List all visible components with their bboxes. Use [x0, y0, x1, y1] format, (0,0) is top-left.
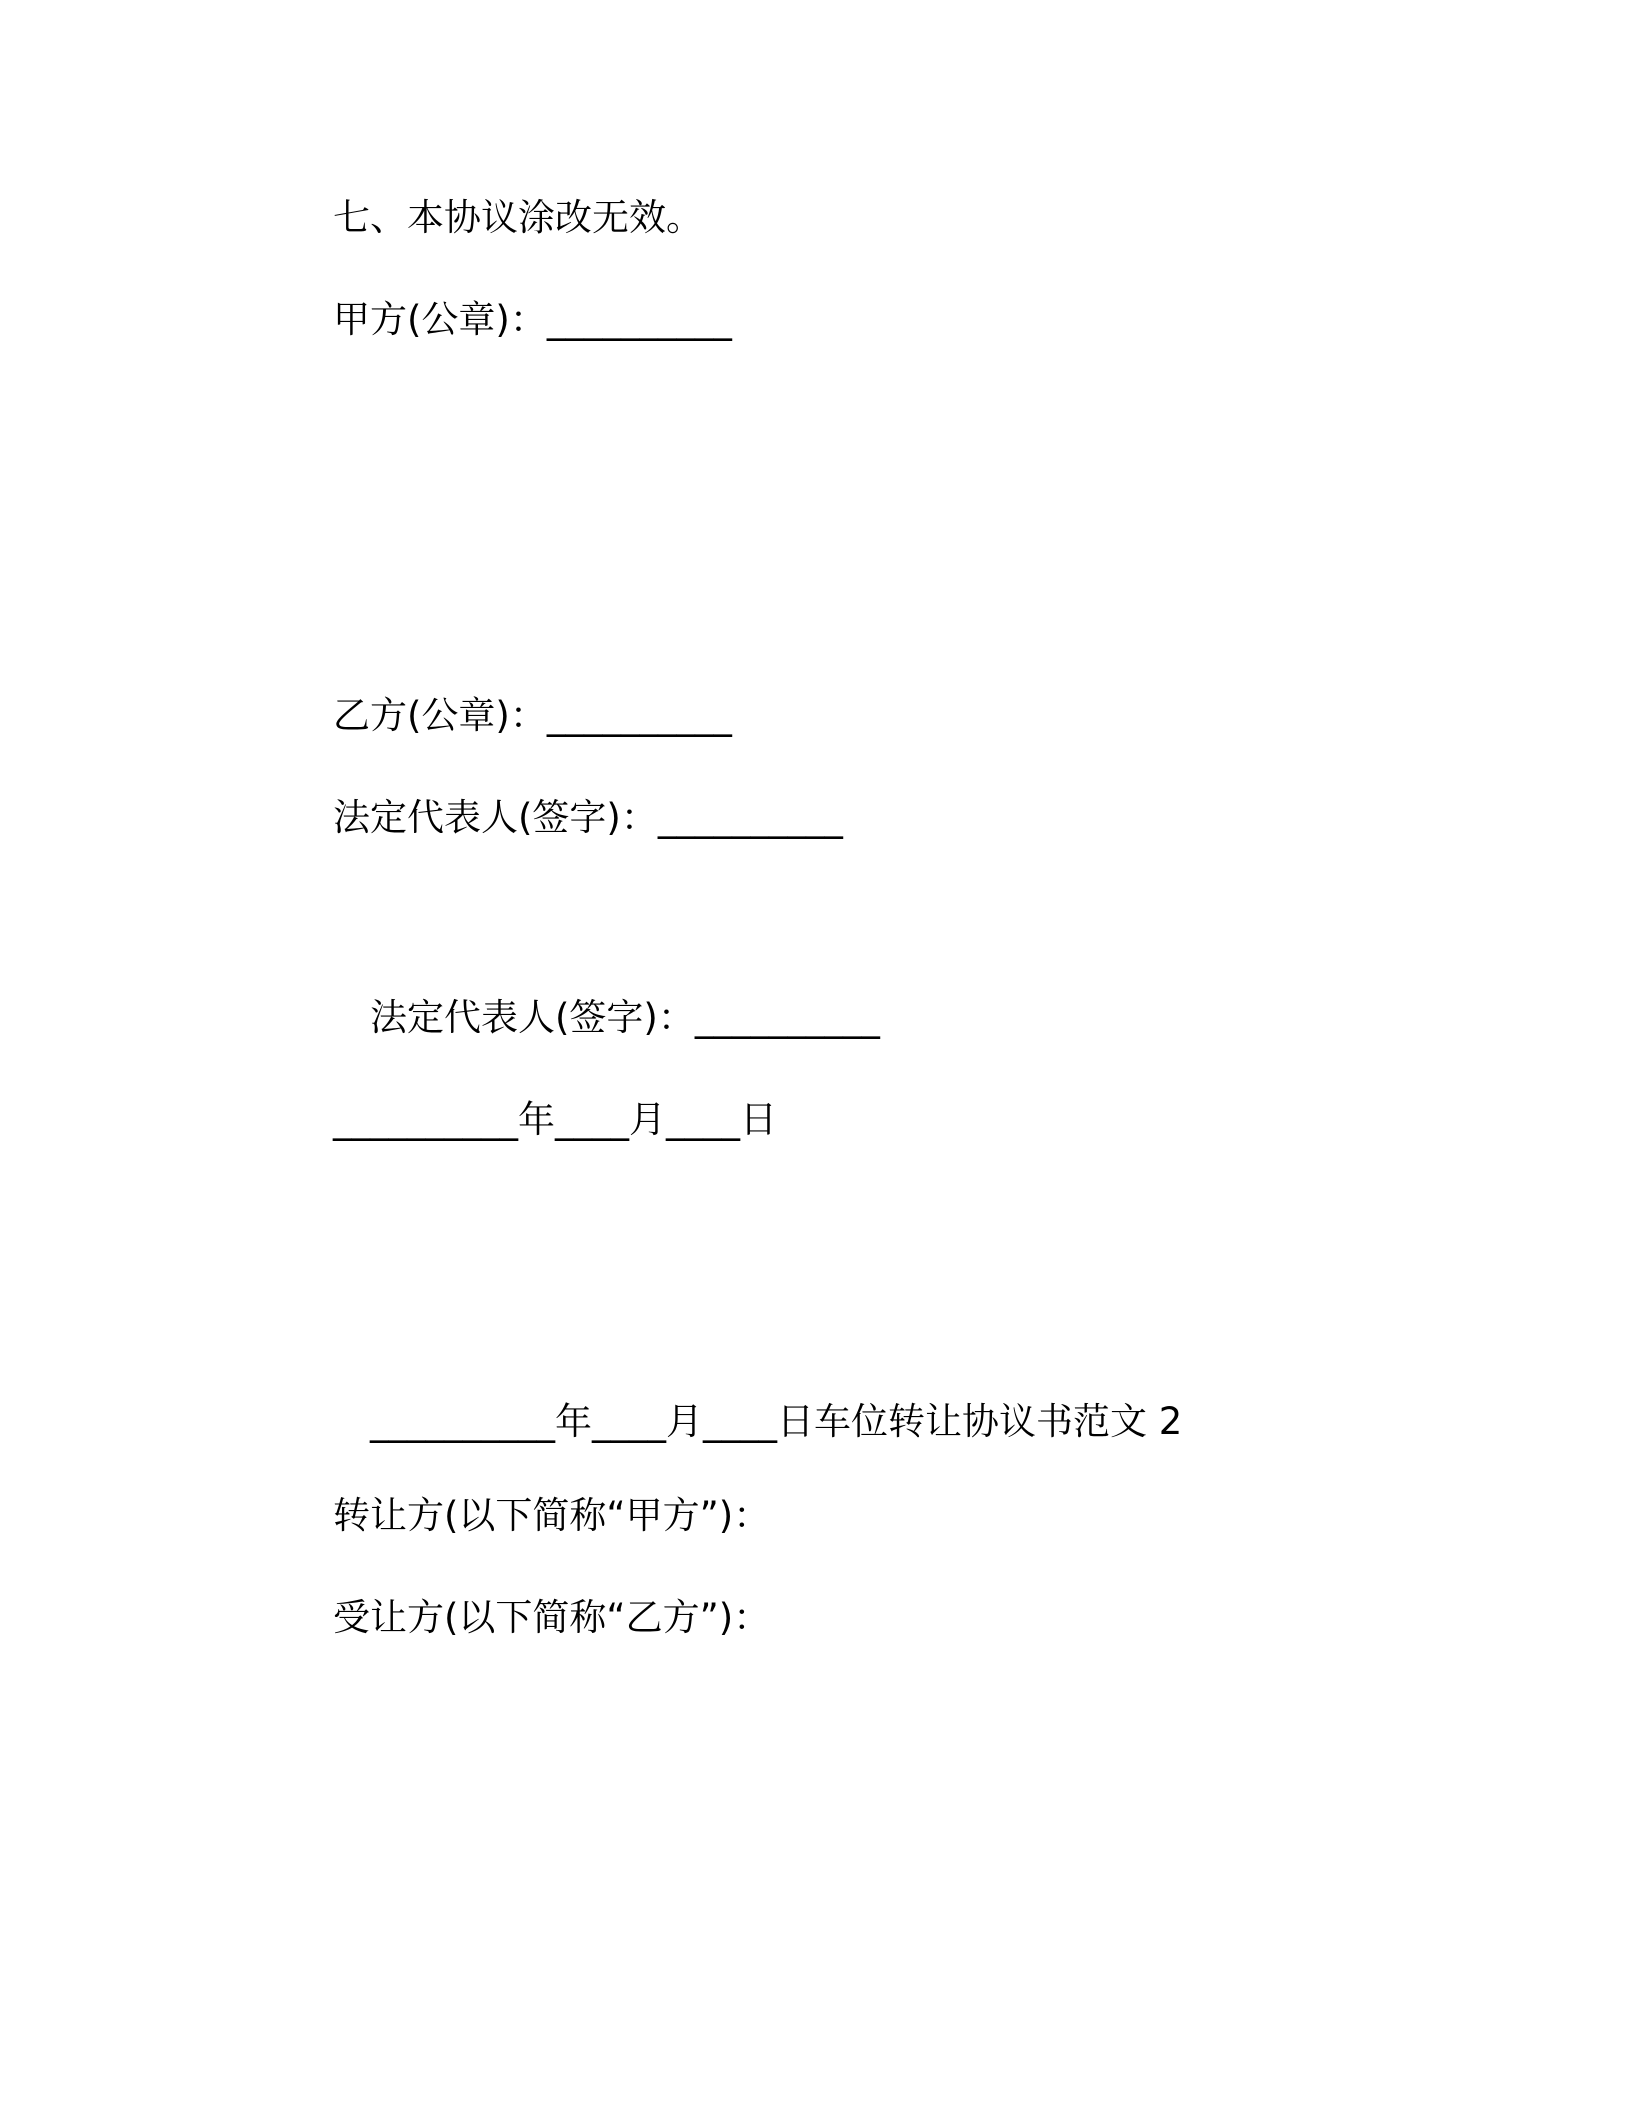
party-b-seal-line: 乙方(公章)：__________: [333, 694, 732, 737]
date-line: __________年____月____日: [333, 1098, 777, 1141]
transferee-line: 受让方(以下简称“乙方”)：: [333, 1596, 771, 1639]
sample-2-title-line: __________年____月____日车位转让协议书范文 2: [370, 1400, 1183, 1443]
party-a-seal-line: 甲方(公章)：__________: [333, 298, 732, 341]
legal-representative-signature-line-indented: 法定代表人(签字)：__________: [370, 996, 880, 1039]
transferor-line: 转让方(以下简称“甲方”)：: [333, 1494, 771, 1537]
legal-representative-signature-line: 法定代表人(签字)：__________: [333, 796, 843, 839]
clause-7: 七、本协议涂改无效。: [333, 196, 703, 239]
